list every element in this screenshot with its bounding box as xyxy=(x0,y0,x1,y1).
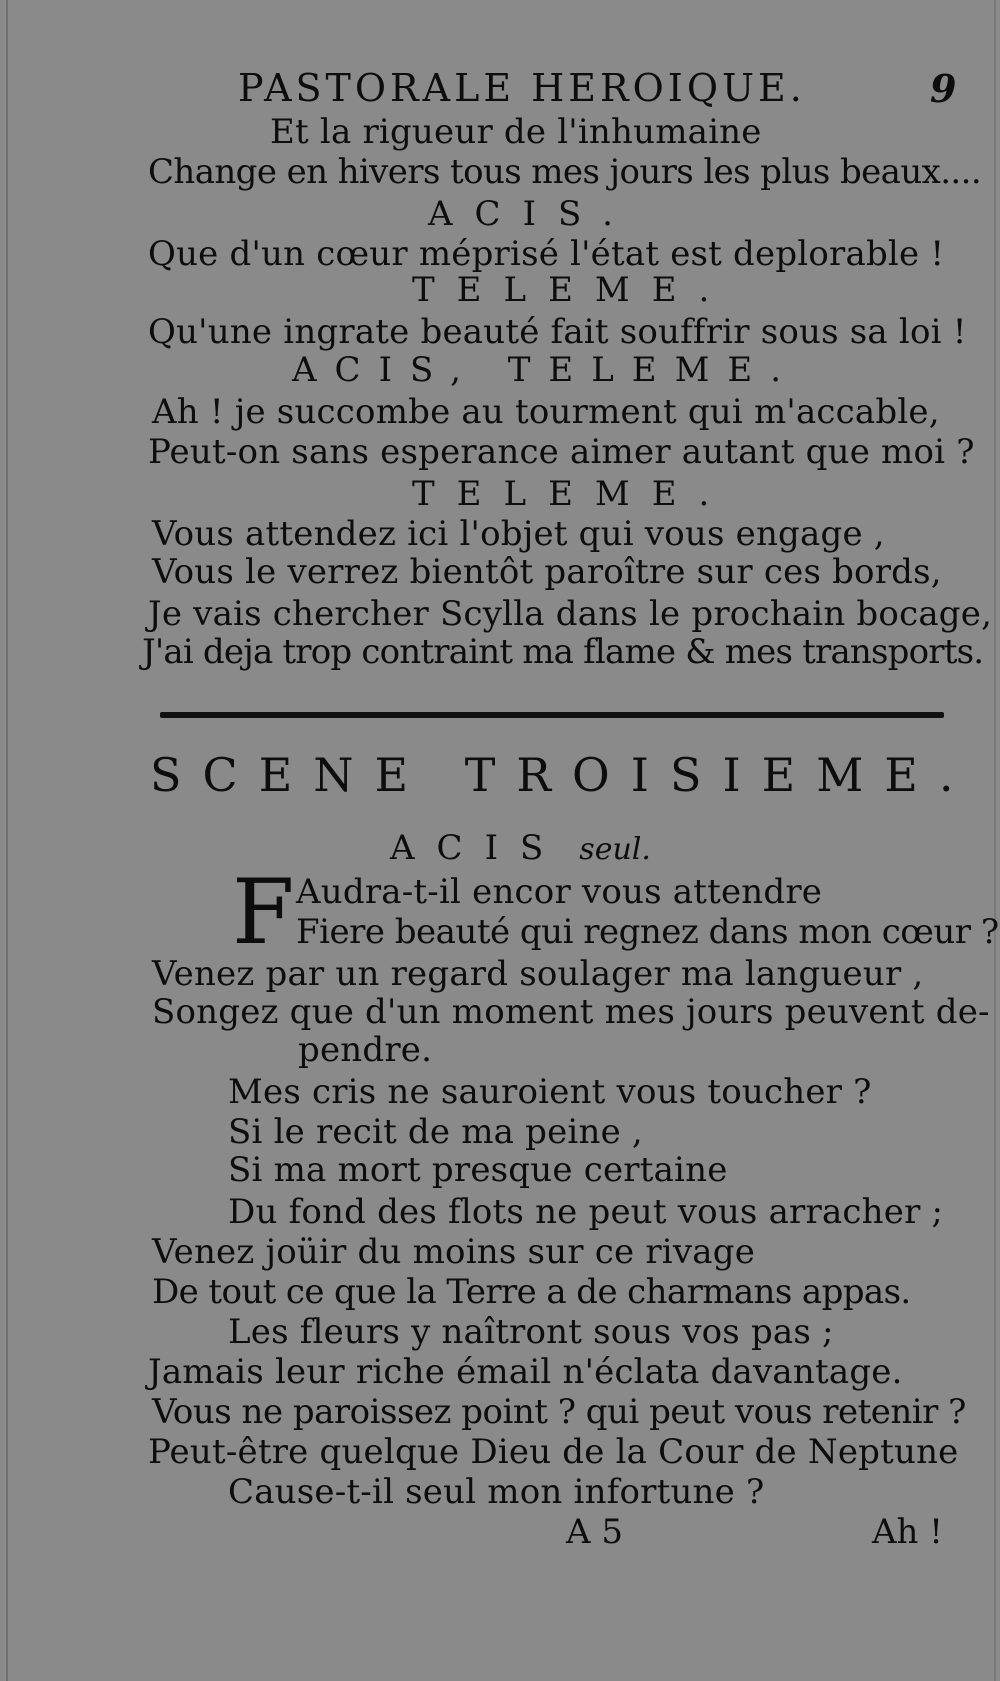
stage-direction: seul. xyxy=(579,832,651,867)
verse-line: Et la rigueur de l'inhumaine xyxy=(270,112,762,152)
page-number: 9 xyxy=(930,66,957,111)
verse-line: J'ai deja trop contraint ma flame & mes transports. xyxy=(142,632,984,672)
signature-mark: A 5 xyxy=(566,1512,623,1552)
verse-line: Les fleurs y naîtront sous vos pas ; xyxy=(228,1312,834,1352)
verse-line: Cause-t-il seul mon infortune ? xyxy=(228,1472,765,1512)
catchword: Ah ! xyxy=(872,1512,943,1552)
page-edge-left xyxy=(6,0,8,1681)
verse-line: Songez que d'un moment mes jours peuvent de- xyxy=(152,992,990,1032)
verse-line: Vous le verrez bientôt paroître sur ces bords, xyxy=(152,552,942,592)
verse-line: Vous attendez ici l'objet qui vous engage , xyxy=(152,514,885,554)
verse-line: Du fond des flots ne peut vous arracher ; xyxy=(228,1192,944,1232)
verse-line: Mes cris ne sauroient vous toucher ? xyxy=(228,1072,872,1112)
speaker-line xyxy=(390,828,651,868)
scene-title: SCENE TROISIEME. xyxy=(150,748,975,802)
verse-line: Change en hivers tous mes jours les plus beaux.... xyxy=(148,152,982,192)
speaker-name: TELEME. xyxy=(412,270,732,310)
verse-line: De tout ce que la Terre a de charmans appas. xyxy=(152,1272,911,1312)
verse-line: Fiere beauté qui regnez dans mon cœur ? xyxy=(296,912,999,952)
verse-line: Audra-t-il encor vous attendre xyxy=(296,872,823,912)
verse-line: Je vais chercher Scylla dans le prochain bocage, xyxy=(148,594,993,634)
verse-line: Peut-être quelque Dieu de la Cour de Neptune xyxy=(148,1432,959,1472)
drop-cap: F xyxy=(232,860,295,965)
verse-line: Venez par un regard soulager ma langueur , xyxy=(152,954,924,994)
verse-line: Peut-on sans esperance aimer autant que moi ? xyxy=(148,432,975,472)
speaker-name: ACIS, TELEME. xyxy=(292,350,800,390)
verse-line: Si ma mort presque certaine xyxy=(228,1150,728,1190)
verse-line: Qu'une ingrate beauté fait souffrir sous sa loi ! xyxy=(148,312,967,352)
verse-line: Que d'un cœur méprisé l'état est deplorable ! xyxy=(148,234,945,274)
page-edge-right xyxy=(994,0,996,1681)
speaker-name: TELEME. xyxy=(412,474,732,514)
verse-line: Jamais leur riche émail n'éclata davantage. xyxy=(148,1352,903,1392)
verse-line: Venez joüir du moins sur ce rivage xyxy=(152,1232,756,1272)
verse-line: pendre. xyxy=(298,1030,433,1070)
running-title: PASTORALE HEROIQUE. xyxy=(238,66,806,110)
verse-line: Si le recit de ma peine , xyxy=(228,1112,643,1152)
speaker-name: ACIS. xyxy=(428,194,635,234)
speaker-name: ACIS xyxy=(390,828,566,868)
verse-line: Ah ! je succombe au tourment qui m'accable, xyxy=(152,392,940,432)
verse-line: Vous ne paroissez point ? qui peut vous retenir ? xyxy=(152,1392,966,1432)
section-divider xyxy=(160,712,944,718)
